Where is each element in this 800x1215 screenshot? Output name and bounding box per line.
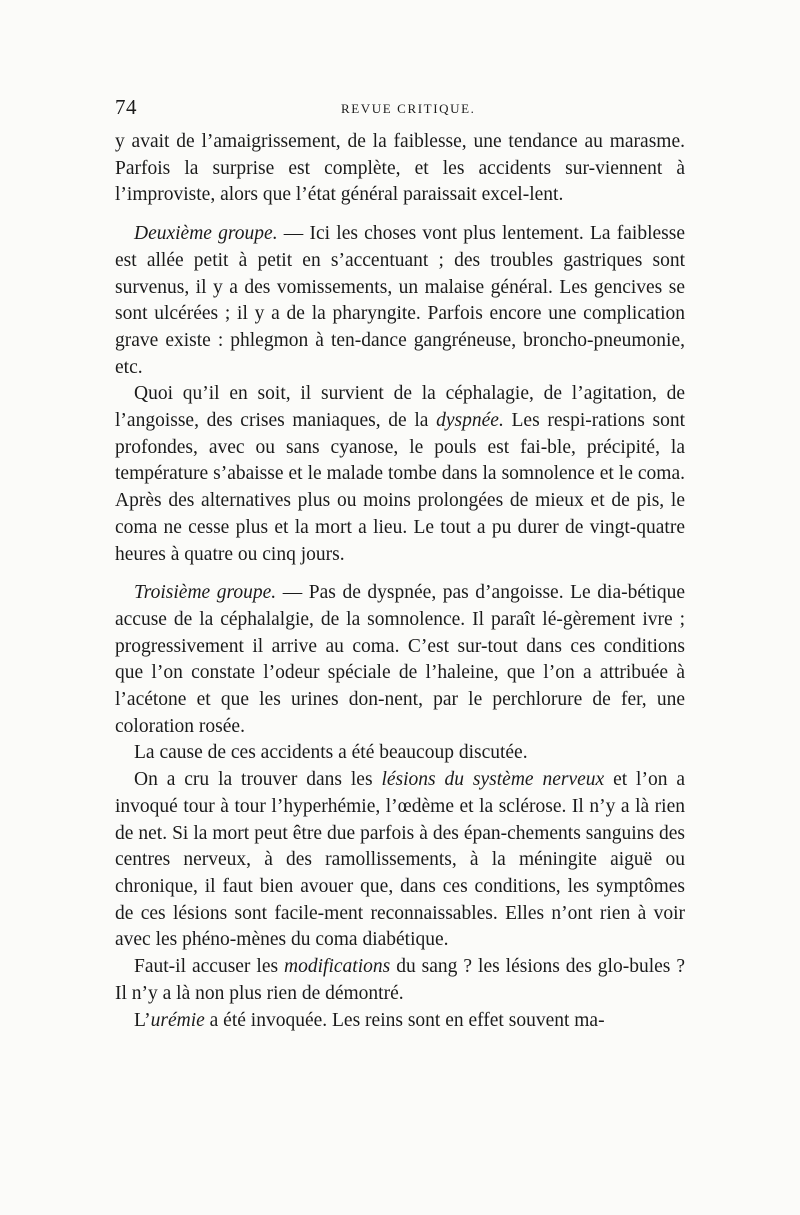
paragraph-nervous-system <box>115 767 685 954</box>
paragraph-symptoms <box>115 381 685 568</box>
paragraph-text-end: Les respi-rations sont profondes, avec ou sans cyanose, le pouls est fai-ble, précipité, la température s’abaisse et le malade tombe dans la somnolence et le coma. Après des alternatives plus ou moins prolongées de mieux et de pis, le coma ne cesse plus et la mort a lieu. Le tout a pu durer de vingt-quatre heures à quatre ou cinq jours. <box>115 410 685 565</box>
paragraph-text: — Ici les choses vont plus lentement. La faiblesse est allée petit à petit en s’accentuant ; des troubles gastriques sont survenus, il y a des vomissements, un malaise général. Les gencives se sont ulcérées ; il y a de la pharyngite. Parfois encore une complication grave existe : phlegmon à ten-dance gangréneuse, broncho-pneumonie, etc. <box>115 223 685 378</box>
page-header <box>115 95 685 129</box>
paragraph-blood <box>115 954 685 1007</box>
italic-term: urémie <box>150 1009 205 1031</box>
section-label: Troisième groupe. <box>134 582 277 604</box>
italic-term: lésions du système nerveux <box>381 769 605 791</box>
section-label: Deuxième groupe. <box>134 223 278 245</box>
paragraph-text-start: Quoi qu’il en soit, il survient de la céphalagie, de l’agitation, de l’angoisse, des crises maniaques, de la <box>115 383 685 432</box>
paragraph-text: y avait de l’amaigrissement, de la faiblesse, une tendance au marasme. Parfois la surprise est complète, et les accidents sur-viennent à l’improviste, alors que l’état général paraissait excel-lent. <box>115 131 685 206</box>
running-title: REVUE CRITIQUE. <box>341 101 476 116</box>
italic-term: modifications <box>284 956 391 978</box>
paragraph-cause <box>115 740 685 767</box>
paragraph-intro <box>115 129 685 209</box>
paragraph-third-group <box>115 580 685 740</box>
paragraph-text-end: du sang ? les lésions des glo-bules ? Il n’y a là non plus rien de démontré. <box>115 956 685 1004</box>
paragraph-text: La cause de ces accidents a été beaucoup discutée. <box>134 742 528 764</box>
italic-term: dyspnée. <box>436 410 504 432</box>
paragraph-text-end: a été invoquée. Les reins sont en effet souvent ma- <box>204 1009 605 1031</box>
paragraph-text-start: Faut-il accuser les <box>134 956 285 978</box>
paragraph-text-start: L’ <box>134 1009 151 1031</box>
paragraph-second-group <box>115 221 685 381</box>
paragraph-text: — Pas de dyspnée, pas d’angoisse. Le dia-bétique accuse de la céphalalgie, de la somnolence. Il paraît lé-gèrement ivre ; progressivement il arrive au coma. C’est sur-tout dans ces conditions que l’on constate l’odeur spéciale de l’haleine, que l’on a attribuée à l’acétone et que les urines don-nent, par le perchlorure de fer, une coloration rosée. <box>115 582 685 737</box>
book-page <box>115 95 685 1034</box>
paragraph-uremia <box>115 1008 685 1035</box>
page-number: 74 <box>115 95 137 119</box>
paragraph-text-end: et l’on a invoqué tour à tour l’hyperhémie, l’œdème et la sclérose. Il n’y a là rien de net. Si la mort peut être due parfois à des épan-chements sanguins des centres nerveux, à des ramollissements, à la méningite aiguë ou chronique, il faut bien avouer que, dans ces conditions, les symptômes de ces lésions sont facile-ment reconnaissables. Elles n’ont rien à voir avec les phéno-mènes du coma diabétique. <box>115 769 685 951</box>
paragraph-text-start: On a cru la trouver dans les <box>134 769 382 791</box>
